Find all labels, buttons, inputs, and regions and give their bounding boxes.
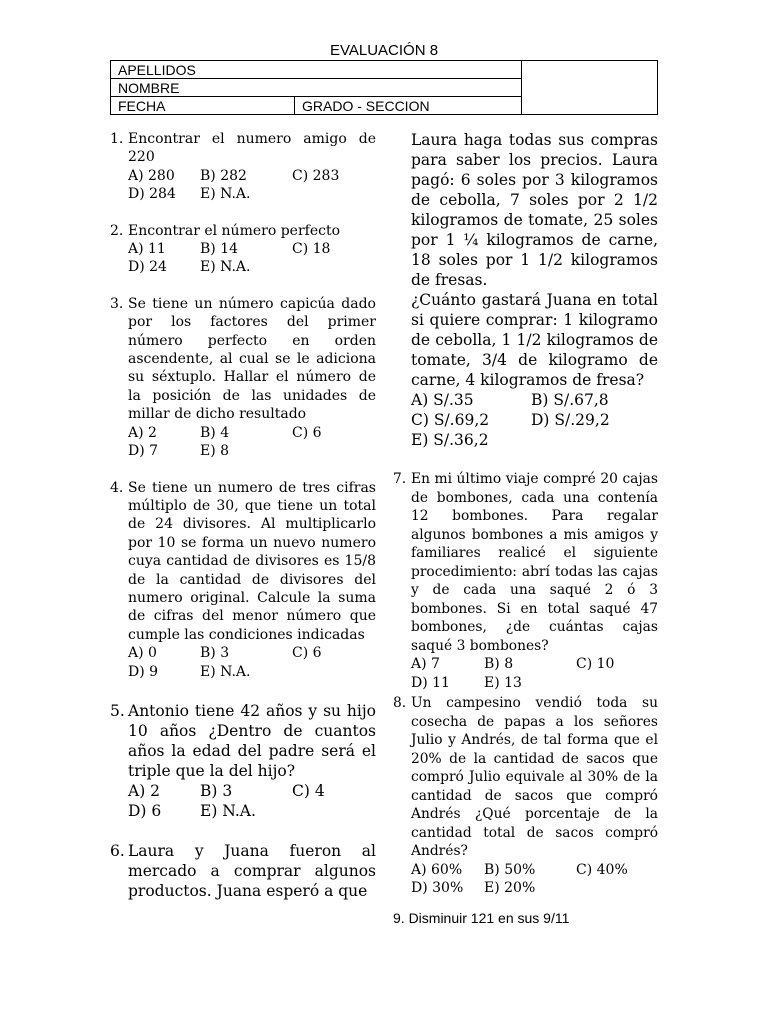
option-d[interactable]: D) 6 [128, 801, 162, 820]
question-text: Se tiene un numero de tres cifras múltiplo de 30, que tiene un total de 24 divisores. Al multiplicarlo por 10 se forma un nuevo numero cuya cantidad de divisores es 15/8 de la cantidad de divisores del numero original. Calcule la suma de cifras del menor número que cumple las condiciones indicadas [128, 479, 376, 643]
option-e[interactable]: E) N.A. [200, 663, 251, 680]
option-b[interactable]: B) 3 [200, 781, 233, 800]
option-c[interactable]: C) 4 [292, 781, 325, 800]
question-number: 8. [393, 695, 407, 711]
option-d[interactable]: D) 24 [128, 259, 167, 276]
left-column [110, 130, 376, 901]
question-text: Encontrar el número perfecto [128, 222, 341, 239]
question-5 [110, 701, 376, 821]
question-6-question: ¿Cuánto gastará Juana en total si quiere comprar: 1 kilogramo de cebolla, 1 1/2 kilogramos de tomate, 3/4 de kilogramo de carne, 4 kilogramos de fresa? [411, 291, 658, 389]
question-number: 3. [110, 295, 124, 312]
question-number: 6. [110, 841, 125, 860]
option-e[interactable]: E) 20% [484, 880, 536, 896]
apellidos-field[interactable]: APELLIDOS [111, 61, 522, 79]
question-number: 4. [110, 479, 124, 496]
question-8 [393, 694, 658, 898]
option-e[interactable]: E) N.A. [200, 186, 251, 203]
question-6-continued [393, 130, 658, 450]
question-2 [110, 222, 376, 277]
right-column [393, 130, 658, 926]
option-c[interactable]: C) 18 [292, 241, 331, 258]
option-a[interactable]: A) 60% [411, 861, 463, 878]
option-c[interactable]: C) 40% [576, 861, 628, 878]
option-b[interactable]: B) 3 [200, 645, 230, 662]
option-b[interactable]: B) S/.67,8 [531, 391, 609, 409]
option-b[interactable]: B) 8 [484, 656, 514, 672]
option-a[interactable]: A) 2 [128, 424, 157, 441]
option-d[interactable]: D) S/.29,2 [531, 411, 610, 429]
question-text: Encontrar el numero amigo de 220 [128, 131, 376, 166]
grade-box [522, 61, 658, 115]
option-a[interactable]: A) 2 [128, 781, 161, 800]
option-e[interactable]: E) 8 [200, 443, 230, 460]
question-number: 2. [110, 222, 124, 239]
student-info-table [110, 60, 658, 115]
question-text: Antonio tiene 42 años y su hijo 10 años ¿Dentro de cuantos años la edad del padre será el triple que la del hijo? [128, 701, 376, 780]
option-b[interactable]: B) 50% [484, 861, 536, 878]
question-text: En mi último viaje compré 20 cajas de bombones, cada una contenía 12 bombones. Para regalar algunos bombones a mis amigos y familiares realicé el siguiente procedimiento: abrí todas las cajas y de cada una saqué 2 ó 3 bombones. Si en total saqué 47 bombones, ¿de cuántas cajas saqué 3 bombones? [411, 471, 658, 654]
question-4 [110, 479, 376, 681]
option-a[interactable]: A) S/.35 [411, 391, 474, 409]
option-d[interactable]: D) 7 [128, 443, 159, 460]
page-title: EVALUACIÓN 8 [329, 42, 439, 59]
option-c[interactable]: C) 283 [292, 167, 340, 184]
option-a[interactable]: A) 11 [128, 241, 166, 258]
option-d[interactable]: D) 9 [128, 663, 159, 680]
question-1 [110, 130, 376, 204]
question-3 [110, 295, 376, 461]
question-number: 1. [110, 131, 124, 147]
option-b[interactable]: B) 282 [200, 167, 247, 184]
question-text: Se tiene un número capicúa dado por los factores del primer número perfecto en orden ascendente, al cual se le adiciona su séxtuplo. Hallar el número de la posición de las unidades de millar de dicho resultado [128, 295, 376, 423]
question-6 [110, 841, 376, 901]
option-a[interactable]: A) 7 [411, 656, 440, 672]
option-d[interactable]: D) 30% [411, 880, 464, 896]
fecha-field[interactable]: FECHA [111, 97, 295, 115]
option-c[interactable]: C) 10 [576, 656, 615, 672]
question-text: Un campesino vendió toda su cosecha de papas a los señores Julio y Andrés, de tal forma que el 20% de la cantidad de sacos que compró Julio equivale al 30% de la cantidad de sacos que compró Andrés ¿Qué porcentaje de la cantidad total de sacos compró Andrés? [411, 695, 658, 859]
grado-seccion-field[interactable]: GRADO - SECCION [295, 97, 522, 115]
question-7 [393, 470, 658, 692]
option-c[interactable]: C) 6 [292, 424, 322, 441]
option-b[interactable]: B) 14 [200, 241, 239, 258]
option-d[interactable]: D) 284 [128, 186, 176, 203]
option-e[interactable]: E) 13 [484, 674, 522, 691]
option-b[interactable]: B) 4 [200, 424, 230, 441]
nombre-field[interactable]: NOMBRE [111, 79, 522, 97]
option-a[interactable]: A) 280 [128, 167, 175, 184]
question-9: 9. Disminuir 121 en sus 9/11 [393, 909, 570, 926]
option-e[interactable]: E) N.A. [200, 801, 256, 820]
option-c[interactable]: C) S/.69,2 [411, 411, 490, 429]
question-6-context: Laura haga todas sus compras para saber los precios. Laura pagó: 6 soles por 3 kilogramos de cebolla, 7 soles por 2 1/2 kilogramos de tomate, 25 soles por 1 ¼ kilogramos de carne, 18 soles por 1 1/2 kilogramos de fresas. [411, 131, 658, 289]
option-d[interactable]: D) 11 [411, 674, 450, 691]
option-a[interactable]: A) 0 [128, 645, 157, 662]
option-e[interactable]: E) S/.36,2 [411, 431, 489, 449]
option-c[interactable]: C) 6 [292, 645, 322, 662]
question-number: 7. [393, 471, 407, 487]
option-e[interactable]: E) N.A. [200, 259, 251, 276]
question-number: 5. [110, 701, 125, 720]
question-text: Laura y Juana fueron al mercado a comprar algunos productos. Juana esperó a que [128, 841, 376, 900]
